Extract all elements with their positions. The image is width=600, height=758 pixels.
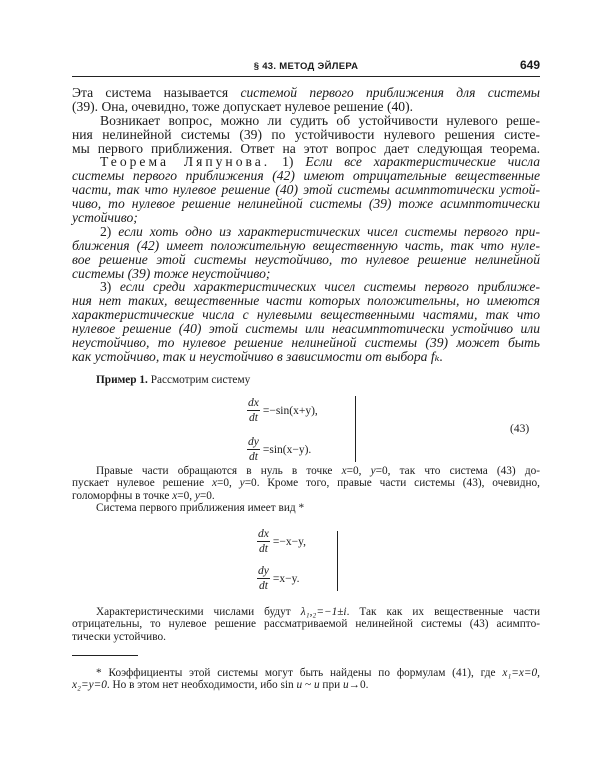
numerator: dx bbox=[258, 528, 269, 540]
text-fragment: Правые части обращаются в нуль в точке bbox=[96, 465, 342, 477]
text-line bbox=[72, 169, 540, 183]
text-line bbox=[72, 502, 540, 514]
text-fragment: =0, bbox=[346, 465, 371, 477]
math-fragment: x bbox=[211, 477, 217, 490]
math-fragment: y bbox=[194, 489, 200, 502]
text-fragment: ближения (42) имеет положительную вещественную часть, так что нуле- bbox=[72, 237, 540, 253]
running-header-title: § 43. МЕТОД ЭЙЛЕРА bbox=[253, 61, 359, 72]
text-line bbox=[72, 183, 540, 197]
text-line bbox=[72, 267, 540, 281]
math-fragment: y bbox=[370, 465, 376, 477]
denominator: dt bbox=[248, 412, 258, 424]
header-rule bbox=[72, 76, 540, 77]
text-line bbox=[72, 465, 540, 477]
text-fragment: ~ bbox=[302, 679, 314, 692]
text-line bbox=[72, 128, 540, 142]
text-line bbox=[72, 631, 540, 643]
math-fragment: x₁=x=0, bbox=[502, 667, 540, 679]
text-fragment: 2) bbox=[100, 223, 119, 239]
rhs: =−sin(x+y), bbox=[262, 404, 318, 417]
text-fragment: =0, bbox=[177, 489, 195, 502]
text-fragment: неустойчиво, то нулевое решение нелинейной системы (39) может быть bbox=[72, 335, 540, 351]
text-line bbox=[72, 239, 540, 253]
example-text: Рассмотрим систему bbox=[147, 374, 251, 386]
system-brace bbox=[337, 531, 338, 591]
text-fragment: =0, так что система (43) до- bbox=[375, 465, 540, 477]
text-fragment: пускает нулевое решение bbox=[72, 477, 212, 490]
text-fragment: системы (39) тоже неустойчиво; bbox=[72, 265, 271, 281]
text-fragment: если среди характеристических чисел системы первого приближе- bbox=[119, 279, 540, 295]
text-line bbox=[72, 197, 540, 211]
system-brace bbox=[355, 396, 356, 462]
text-fragment: =0. bbox=[199, 489, 215, 502]
denominator: dt bbox=[248, 451, 258, 463]
text-fragment: если хоть одно из характеристических чисел системы первого при- bbox=[118, 223, 540, 239]
text-fragment: 3) bbox=[100, 279, 120, 295]
math-fragment: y bbox=[239, 477, 245, 490]
text-fragment: . Но в этом нет необходимости, ибо sin bbox=[106, 679, 297, 692]
paragraph bbox=[72, 606, 540, 643]
math-fragment: u bbox=[313, 679, 320, 692]
numerator: dy bbox=[258, 565, 269, 577]
text-fragment: как устойчиво, так и неустойчиво в зависимости от выбора fₖ. bbox=[72, 348, 443, 364]
equation-row bbox=[257, 564, 306, 593]
text-fragment: тически устойчиво. bbox=[72, 630, 166, 643]
fraction bbox=[247, 435, 260, 464]
text-fragment: чиво, то нулевое решение нелинейной системы (39) тоже асимптотически bbox=[72, 196, 540, 212]
equation-number: (43) bbox=[510, 423, 530, 435]
fraction bbox=[247, 396, 260, 425]
text-fragment: Характеристическими числами будут bbox=[96, 606, 301, 618]
text-line bbox=[72, 280, 540, 294]
text-line bbox=[72, 114, 540, 128]
text-line bbox=[72, 86, 540, 100]
main-text bbox=[72, 86, 540, 364]
denominator: dt bbox=[258, 580, 268, 592]
equation-row bbox=[247, 396, 318, 425]
math-fragment: u bbox=[296, 679, 303, 692]
text-line bbox=[72, 336, 540, 350]
text-fragment: Эта система называется bbox=[72, 85, 241, 100]
rhs: =−x−y, bbox=[272, 535, 306, 548]
text-fragment: Возникает вопрос, можно ли судить об устойчивости нулевого реше- bbox=[100, 112, 540, 128]
text-line bbox=[72, 667, 540, 679]
numerator: dx bbox=[248, 397, 259, 409]
text-fragment: ния нет таких, вещественные части которых положительны, но имеются bbox=[72, 293, 540, 309]
text-fragment: отрицательны, то нулевое решение рассматриваемой нелинейной системы (43) асимпто- bbox=[72, 618, 540, 631]
text-fragment: характеристические числа с нулевыми вещественными частями, так что bbox=[72, 307, 540, 323]
text-line bbox=[72, 477, 540, 489]
text-fragment: =0, bbox=[216, 477, 240, 490]
text-fragment: Система первого приближения имеет вид * bbox=[96, 502, 305, 515]
text-fragment: системой первого приближения для системы bbox=[240, 85, 540, 100]
text-fragment: системы первого приближения (42) имеют отрицательные вещественные bbox=[72, 168, 540, 184]
denominator: dt bbox=[258, 543, 268, 555]
text-line bbox=[72, 155, 540, 169]
text-fragment: устойчиво; bbox=[72, 210, 138, 226]
rhs: =sin(x−y). bbox=[262, 443, 312, 456]
text-fragment: нулевое решение (40) этой системы или неасимптотически устойчиво или bbox=[72, 321, 540, 337]
text-line bbox=[72, 322, 540, 336]
equation-row bbox=[257, 527, 306, 556]
math-fragment: x bbox=[172, 489, 178, 502]
math-fragment: λ₁,₂=−1±i bbox=[300, 606, 347, 618]
text-fragment: 1) bbox=[270, 154, 306, 170]
text-fragment: голоморфны в точке bbox=[72, 489, 173, 502]
numerator: dy bbox=[248, 436, 259, 448]
text-line bbox=[72, 350, 540, 364]
fraction bbox=[257, 564, 270, 593]
equation-row bbox=[247, 435, 318, 464]
text-line bbox=[72, 679, 540, 691]
text-line bbox=[72, 490, 540, 502]
text-line bbox=[72, 225, 540, 239]
footnote bbox=[72, 667, 540, 692]
text-fragment: мы первого приближения. Ответ на этот вопрос дает следующая теорема. bbox=[72, 140, 540, 156]
text-fragment: вое решение этой системы неустойчиво, то нулевое решение нелинейной bbox=[72, 251, 540, 267]
text-fragment: Если все характеристические числа bbox=[305, 154, 540, 170]
text-fragment: =0. Кроме того, правые части системы (43), очевидно, bbox=[244, 477, 540, 490]
example-heading bbox=[72, 374, 540, 386]
text-line bbox=[72, 211, 540, 225]
text-line bbox=[72, 253, 540, 267]
page-number: 649 bbox=[519, 58, 540, 72]
math-fragment: x₂=y=0 bbox=[72, 679, 107, 692]
fraction bbox=[257, 527, 270, 556]
example-label: Пример 1. bbox=[96, 374, 148, 386]
text-line bbox=[72, 618, 540, 630]
text-line bbox=[72, 294, 540, 308]
rhs: =x−y. bbox=[272, 572, 300, 585]
footnote-rule bbox=[72, 655, 138, 656]
text-fragment: части, так что нулевое решение (40) этой системы асимптотически устой- bbox=[72, 182, 540, 198]
paragraph bbox=[72, 465, 540, 515]
equation-system-linear bbox=[257, 527, 306, 593]
text-line bbox=[72, 606, 540, 618]
text-line bbox=[72, 308, 540, 322]
text-fragment: . Так как их вещественные части bbox=[346, 606, 541, 618]
text-line bbox=[72, 100, 540, 114]
text-fragment: Теорема Ляпунова. bbox=[100, 154, 271, 170]
text-line bbox=[72, 142, 540, 156]
text-fragment: ния нелинейной системы (39) по устойчивости нулевого решения систе- bbox=[72, 126, 540, 142]
text-fragment: →0. bbox=[348, 679, 369, 692]
math-fragment: u bbox=[343, 679, 349, 692]
text-fragment: * Коэффициенты этой системы могут быть найдены по формулам (41), где bbox=[96, 667, 503, 679]
text-fragment: при bbox=[319, 679, 343, 692]
math-fragment: x bbox=[341, 465, 347, 477]
text-fragment: (39). Она, очевидно, тоже допускает нулевое решение (40). bbox=[72, 98, 414, 114]
equation-system-43 bbox=[247, 396, 318, 464]
